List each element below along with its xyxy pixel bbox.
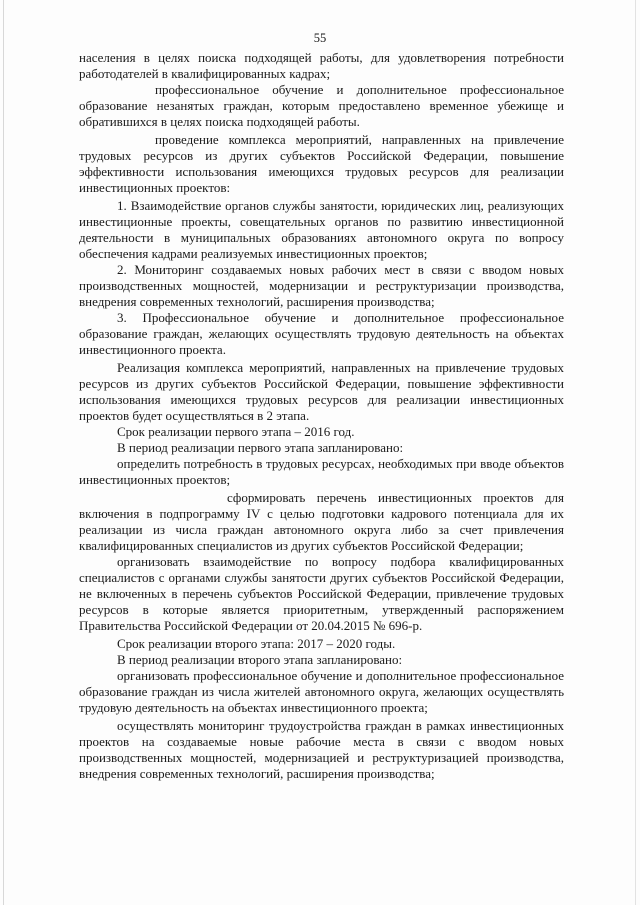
paragraph-12: организовать взаимодействие по вопросу подбора квалифицированных специалистов с органами службы занятости других субъектов Российской Федерации, не включенных в перечень субъектов Российской Федерации, привлечение трудовых ресурсов в которые является приоритетным, утвержденный распоряжением Правительства Российской Федерации от 20.04.2015 № 696-р.	[79, 554, 564, 633]
paragraph-9: В период реализации первого этапа запланировано:	[117, 440, 404, 455]
paragraph-2: профессиональное обучение и дополнительное профессиональное образование незанятых граждан, которым предоставлено временное убежище и обратившихся в целях поиска подходящей работы.	[79, 82, 564, 129]
document-body	[79, 50, 564, 782]
scan-edge-left	[3, 0, 4, 905]
paragraph-13: Срок реализации второго этапа: 2017 – 2020 годы.	[117, 636, 396, 651]
paragraph-4: 1. Взаимодействие органов службы занятости, юридических лиц, реализующих инвестиционные проекты, совещательных органов по развитию инвестиционной деятельности в муниципальных образованиях автономного округа по вопросу обеспечения кадрами реализуемых инвестиционных проектов;	[79, 198, 564, 261]
paragraph-6: 3. Профессиональное обучение и дополнительное профессиональное образование граждан, желающих осуществлять трудовую деятельность на объектах инвестиционного проекта.	[79, 310, 564, 357]
paragraph-7: Реализация комплекса мероприятий, направленных на привлечение трудовых ресурсов из других субъектов Российской Федерации, повышение эффективности использования имеющихся трудовых ресурсов для реализации инвестиционных проектов будет осуществляться в 2 этапа.	[79, 360, 564, 423]
scan-edge-right	[635, 0, 636, 905]
paragraph-10: определить потребность в трудовых ресурсах, необходимых при вводе объектов инвестиционных проектов;	[79, 456, 564, 487]
paragraph-1: населения в целях поиска подходящей работы, для удовлетворения потребности работодателей в квалифицированных кадрах;	[79, 50, 564, 81]
paragraph-5: 2. Мониторинг создаваемых новых рабочих мест в связи с вводом новых производственных мощностей, модернизации и реструктуризации производства, внедрения современных технологий, расширения производства;	[79, 262, 564, 309]
paragraph-11: сформировать перечень инвестиционных проектов для включения в подпрограмму IV с целью подготовки кадрового потенциала для их реализации из числа граждан автономного округа либо за счет привлечения квалифицированных специалистов из других субъектов Российской Федерации;	[79, 490, 564, 553]
paragraph-15: организовать профессиональное обучение и дополнительное профессиональное образование граждан из числа жителей автономного округа, желающих осуществлять трудовую деятельность на объектах инвестиционного проекта;	[79, 668, 564, 715]
page-number: 55	[313, 31, 327, 45]
paragraph-3: проведение комплекса мероприятий, направленных на привлечение трудовых ресурсов из других субъектов Российской Федерации, повышение эффективности использования имеющихся трудовых ресурсов для реализации инвестиционных проектов:	[79, 132, 564, 195]
paragraph-8: Срок реализации первого этапа – 2016 год.	[117, 424, 355, 439]
paragraph-16: осуществлять мониторинг трудоустройства граждан в рамках инвестиционных проектов на создаваемые новые рабочие места в связи с вводом новых производственных мощностей, модернизацией и реструктуризацией производства, внедрения современных технологий, расширения производства;	[79, 718, 564, 781]
paragraph-14: В период реализации второго этапа запланировано:	[117, 652, 403, 667]
